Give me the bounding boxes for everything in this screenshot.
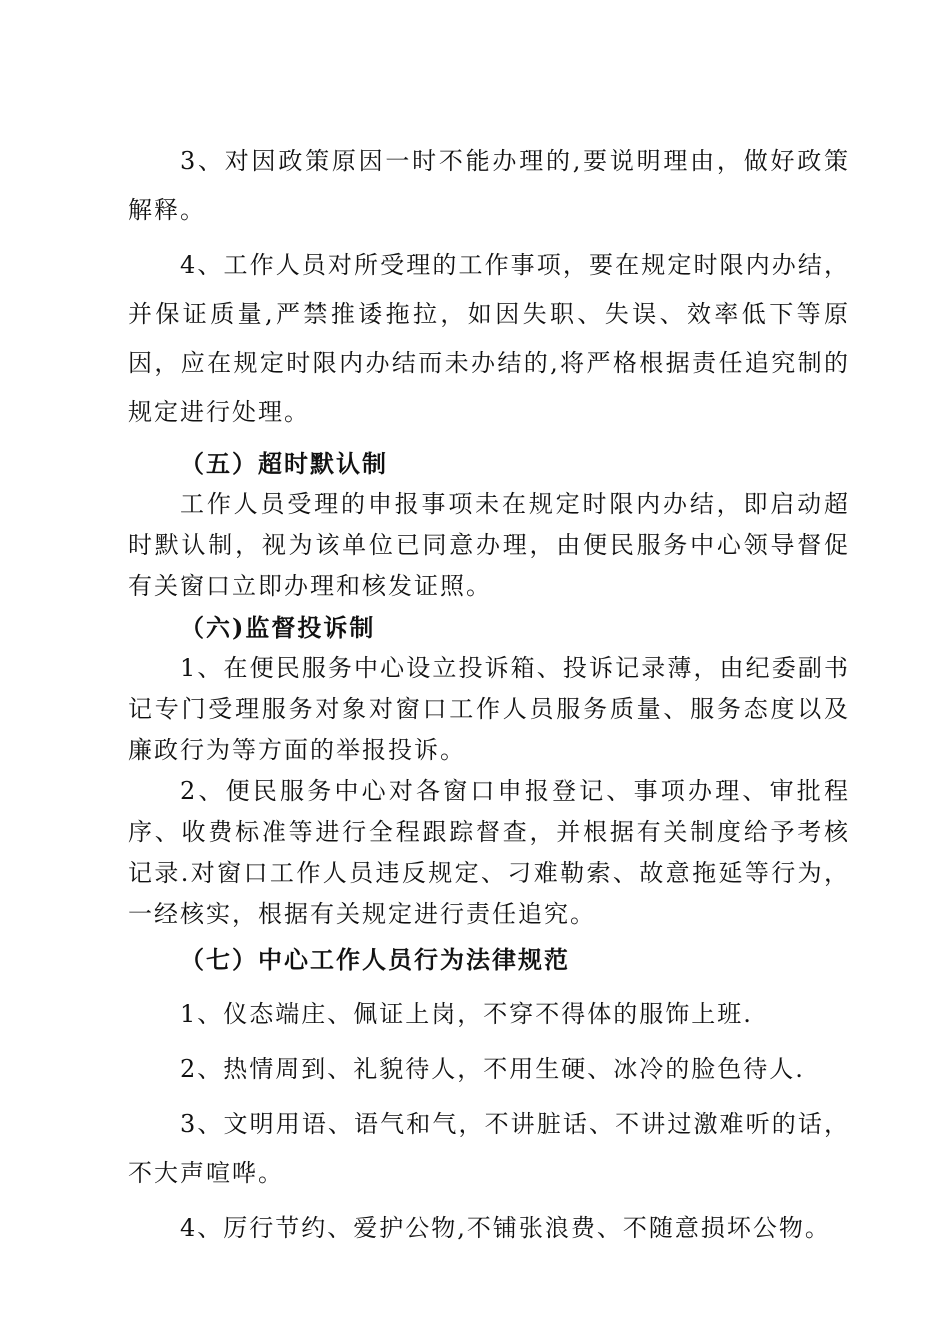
section-heading-7: （七）中心工作人员行为法律规范: [180, 945, 570, 974]
paragraph-timeout-default: 工作人员受理的申报事项未在规定时限内办结，即启动超时默认制，视为该单位已同意办理，由便民服务中心领导督促有关窗口立即办理和核发证照。: [128, 490, 850, 600]
document-body: [128, 137, 850, 1253]
section-heading-5: （五）超时默认制: [180, 449, 388, 478]
paragraph-conduct-3: 3、文明用语、语气和气，不讲脏话、不讲过激难听的话，不大声喧哗。: [128, 1110, 850, 1187]
paragraph-conduct-4: 4、厉行节约、爱护公物,不铺张浪费、不随意损坏公物。: [180, 1214, 831, 1242]
paragraph-complaint-2: 2、便民服务中心对各窗口申报登记、事项办理、审批程序、收费标准等进行全程跟踪督查，并根据有关制度给予考核记录.对窗口工作人员违反规定、刁难勒索、故意拖延等行为，一经核实，根据有关规定进行责任追究。: [128, 777, 850, 928]
paragraph-item-3: 3、对因政策原因一时不能办理的,要说明理由，做好政策解释。: [128, 147, 850, 224]
paragraph-conduct-1: 1、仪态端庄、佩证上岗，不穿不得体的服饰上班.: [180, 1000, 753, 1028]
paragraph-conduct-2: 2、热情周到、礼貌待人，不用生硬、冰冷的脸色待人.: [180, 1055, 805, 1083]
paragraph-item-4: 4、工作人员对所受理的工作事项，要在规定时限内办结，并保证质量,严禁推诿拖拉，如因失职、失误、效率低下等原因，应在规定时限内办结而未办结的,将严格根据责任追究制的规定进行处理。: [128, 251, 850, 426]
section-heading-6: （六)监督投诉制: [180, 613, 376, 642]
paragraph-complaint-1: 1、在便民服务中心设立投诉箱、投诉记录薄，由纪委副书记专门受理服务对象对窗口工作人员服务质量、服务态度以及廉政行为等方面的举报投诉。: [128, 654, 850, 764]
